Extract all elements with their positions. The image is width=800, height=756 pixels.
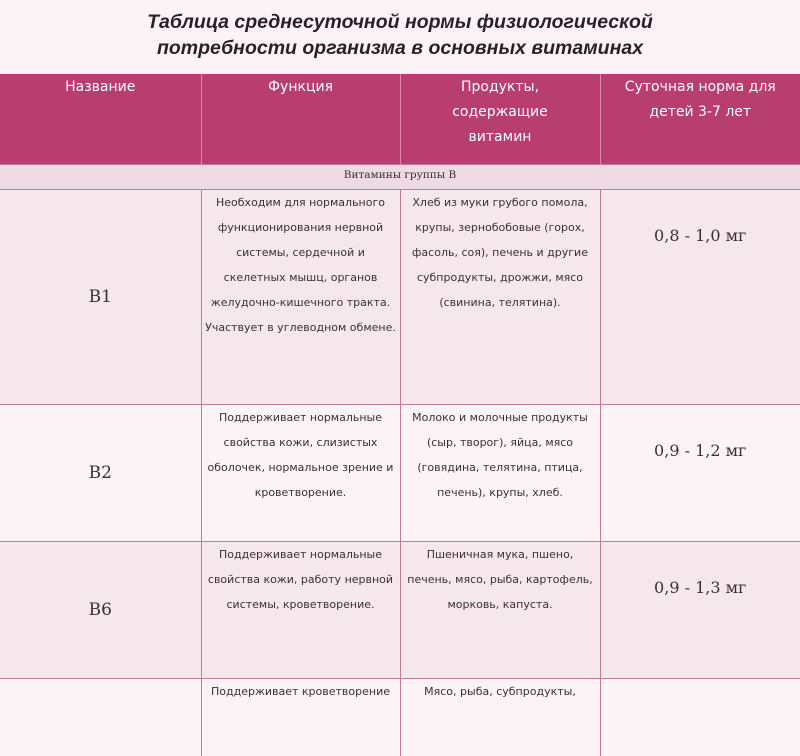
header-function bbox=[201, 74, 400, 165]
table-row bbox=[0, 679, 800, 756]
vitamin-function: Поддерживает кроветворение bbox=[201, 679, 400, 756]
header-norm bbox=[600, 74, 800, 165]
header-products-line1: Продукты, bbox=[407, 75, 594, 100]
vitamin-function: Поддерживает нормальные свойства кожи, слизистых оболочек, нормальное зрение и кроветворение. bbox=[201, 405, 400, 542]
vitamin-name: В2 bbox=[0, 405, 201, 542]
header-products bbox=[400, 74, 600, 165]
group-row bbox=[0, 165, 800, 190]
page-title-line2: потребности организма в основных витаминах bbox=[0, 35, 800, 61]
vitamin-products: Пшеничная мука, пшено, печень, мясо, рыба, картофель, морковь, капуста. bbox=[400, 542, 600, 679]
vitamin-name: В6 bbox=[0, 542, 201, 679]
vitamin-function: Необходим для нормального функционирования нервной системы, сердечной и скелетных мышц, органов желудочно-кишечного тракта. Участвует в углеводном обмене. bbox=[201, 190, 400, 405]
vitamin-products: Молоко и молочные продукты (сыр, творог), яйца, мясо (говядина, телятина, птица, печень), крупы, хлеб. bbox=[400, 405, 600, 542]
title-area bbox=[0, 0, 800, 74]
group-label: Витамины группы В bbox=[0, 165, 800, 190]
table-row bbox=[0, 542, 800, 679]
vitamin-products: Хлеб из муки грубого помола, крупы, зернобобовые (горох, фасоль, соя), печень и другие субпродукты, дрожжи, мясо (свинина, телятина). bbox=[400, 190, 600, 405]
header-name-label: Название bbox=[65, 79, 135, 95]
table-row bbox=[0, 190, 800, 405]
vitamin-name: В1 bbox=[0, 190, 201, 405]
header-name bbox=[0, 74, 201, 165]
page-title-line1: Таблица среднесуточной нормы физиологической bbox=[0, 9, 800, 35]
vitamin-norm: 0,8 - 1,0 мг bbox=[600, 190, 800, 405]
vitamin-norm: 0,9 - 1,3 мг bbox=[600, 542, 800, 679]
header-function-label: Функция bbox=[268, 79, 333, 95]
table-header-row bbox=[0, 74, 800, 165]
header-products-line2: содержащие bbox=[407, 100, 594, 125]
vitamin-function: Поддерживает нормальные свойства кожи, работу нервной системы, кроветворение. bbox=[201, 542, 400, 679]
header-norm-line1: Суточная норма для bbox=[607, 75, 795, 100]
vitamin-norm: 0,9 - 1,2 мг bbox=[600, 405, 800, 542]
page-title bbox=[0, 9, 800, 61]
vitamin-products: Мясо, рыба, субпродукты, bbox=[400, 679, 600, 756]
vitamin-name bbox=[0, 679, 201, 756]
vitamins-table bbox=[0, 74, 800, 756]
vitamin-norm bbox=[600, 679, 800, 756]
table-row bbox=[0, 405, 800, 542]
header-norm-line2: детей 3-7 лет bbox=[607, 100, 795, 125]
header-products-line3: витамин bbox=[407, 125, 594, 150]
